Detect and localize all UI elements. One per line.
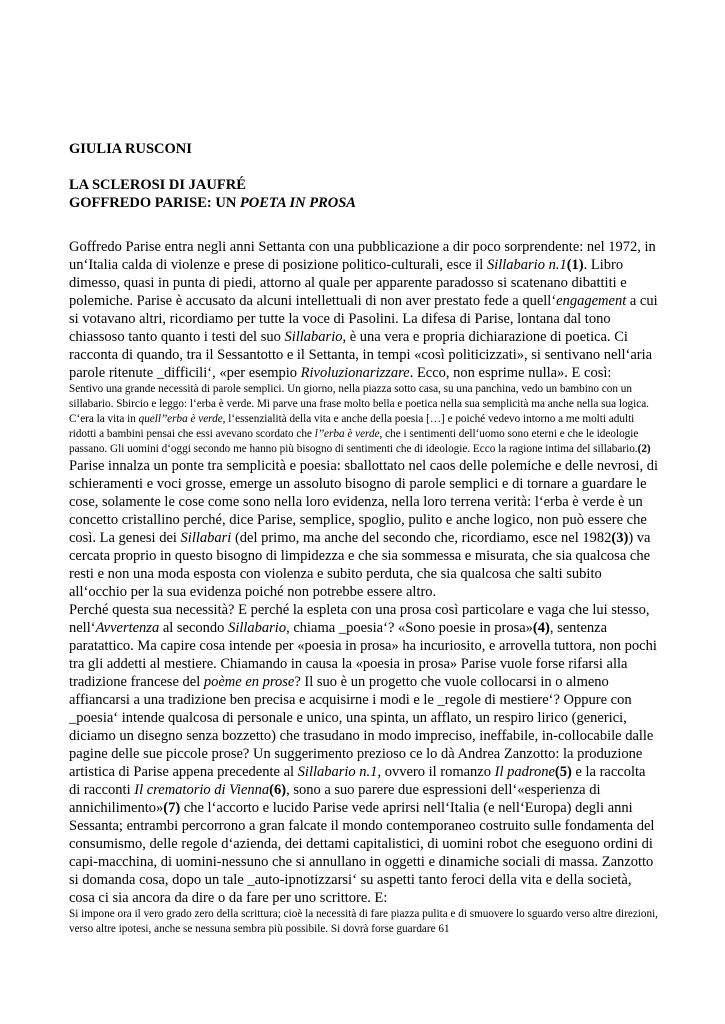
paragraph-3: Perché questa sua necessità? E perché la espleta con una prosa così particolare e vaga che lui stesso, nell‘Avvertenza al secondo Sillabario, chiama _poesia‘? «Sono poesie in prosa»(4), sentenza paratattico. Ma capire cosa intende per «poesia in prosa» ha incuriosito, e arrovella tuttora, non pochi tra gli addetti al mestiere. Chiamando in causa la «poesia in prosa» Parise vuole forse rifarsi alla tradizione francese del poème en prose? Il suo è un progetto che vuole collocarsi in o almeno affiancarsi a una tradizione ben precisa e acquisirne i modi e le _regole di mestiere‘? Oppure con _poesia‘ intende qualcosa di personale e unico, una spinta, un afflato, un respiro lirico (generici, diciamo un disegno senza bozzetto) che trasudano in modo impreciso, ineffabile, in-collocabile dalle pagine delle sue piccole prose? Un suggerimento prezioso ce lo dà Andrea Zanzotto: la produzione artistica di Parise appena precedente al Sillabario n.1, ovvero il romanzo Il padrone(5) e la raccolta di racconti Il crematorio di Vienna(6), sono a suo parere due espressioni dell‘«esperienza di annichilimento»(7) che l‘accorto e lucido Parise vede aprirsi nell‘Italia (e nell‘Europa) degli anni Sessanta; entrambi percorrono a gran falcate il mondo contemporaneo costruito sulle fondamenta del consumismo, delle regole d‘azienda, dei dettami capitalistici, di uomini robot che eseguono ordini di capi-macchina, di uomini-nessuno che si annullano in oggetti e dinamiche sociali di massa. Zanzotto si domanda cosa, dopo un tale _auto-ipnotizzarsi‘ su aspetti tanto feroci della vita e della società, cosa ci sia ancora da dire o da fare per uno scrittore. E:: [69, 602, 657, 906]
title-line-2: GOFFREDO PARISE: UN POETA IN PROSA: [69, 195, 356, 211]
block-quote-2: Si impone ora il vero grado zero della scrittura; cioè la necessità di fare piazza pulita e di smuovere lo sguardo verso altre direzioni, verso altre ipotesi, anche se nessuna sembra più possibile. Si dovrà forse guardare 61: [69, 908, 658, 935]
paragraph-1: Goffredo Parise entra negli anni Settanta con una pubblicazione a dir poco sorprendente: nel 1972, in un‘Italia calda di violenze e prese di posizione politico-culturali, esce il Sillabario n.1(1). Libro dimesso, quasi in punta di piedi, attorno al quale per apparente paradosso si scatenano dibattiti e polemiche. Parise è accusato da alcuni intellettuali di non aver prestato fede a quell‘engagement a cui si votavano altri, ricordiamo per tutte la voce di Pasolini. La difesa di Parise, lontana dal tono chiassoso tanto quanto i testi del suo Sillabario, è una vera e propria dichiarazione di poetica. Ci racconta di quando, tra il Sessantotto e il Settanta, in tempi «così politicizzati», si sentivano nell‘aria parole ritenute _difficili‘, «per esempio Rivoluzionarizzare. Ecco, non esprime nulla». E così:: [69, 239, 658, 381]
title-line-1: LA SCLEROSI DI JAUFRÉ: [69, 177, 246, 193]
footnote-ref-5: (5): [554, 764, 572, 780]
footnote-ref-2: (2): [637, 443, 651, 455]
footnote-ref-3: (3): [611, 530, 629, 546]
block-quote-1: Sentivo una grande necessità di parole semplici. Un giorno, nella piazza sotto casa, su una panchina, vedo un bambino con un sillabario. Sbircio e leggo: l‘erba è verde. Mi parve una frase molto bella e poetica nella sua semplicità ma anche nella sua logica. C‘era la vita in quell’’erba è verde, l‘essenzialità della vita e anche della poesia […] e poiché vedevo intorno a me molti adulti ridotti a bambini pensai che essi avevano scordato che l’’erba è verde, che i sentimenti dell‘uomo sono eterni e che le ideologie passano. Gli uomini d‘oggi secondo me hanno più bisogno di sentimenti che di ideologie. Ecco la ragione intima del sillabario.(2): [69, 383, 651, 455]
footnote-ref-4: (4): [532, 620, 550, 636]
paragraph-2: Parise innalza un ponte tra semplicità e poesia: sballottato nel caos delle polemiche e delle nevrosi, di schieramenti e voci grosse, emerge un assoluto bisogno di parole semplici e di tornare a guardare le cose, solamente le cose come sono nella loro evidenza, nella loro terrena verità: l‘erba è verde è un concetto cristallino perché, dice Parise, semplice, spoglio, pulito e anche logico, non può essere che così. La genesi dei Sillabari (del primo, ma anche del secondo che, ricordiamo, esce nel 1982(3)) va cercata proprio in questo bisogno di limpidezza e che sia sommessa e misurata, che sia qualcosa che resti e non una moda esposta con violenza e subito perduta, che sia qualcosa che salti subito all‘occhio per la sua evidenza poiché non potrebbe essere altro.: [69, 458, 659, 600]
footnote-ref-1: (1): [566, 257, 584, 273]
footnote-ref-7: (7): [163, 800, 181, 816]
footnote-ref-6: (6): [269, 782, 287, 798]
document-page: [69, 140, 659, 937]
author-name: GIULIA RUSCONI: [69, 141, 192, 157]
